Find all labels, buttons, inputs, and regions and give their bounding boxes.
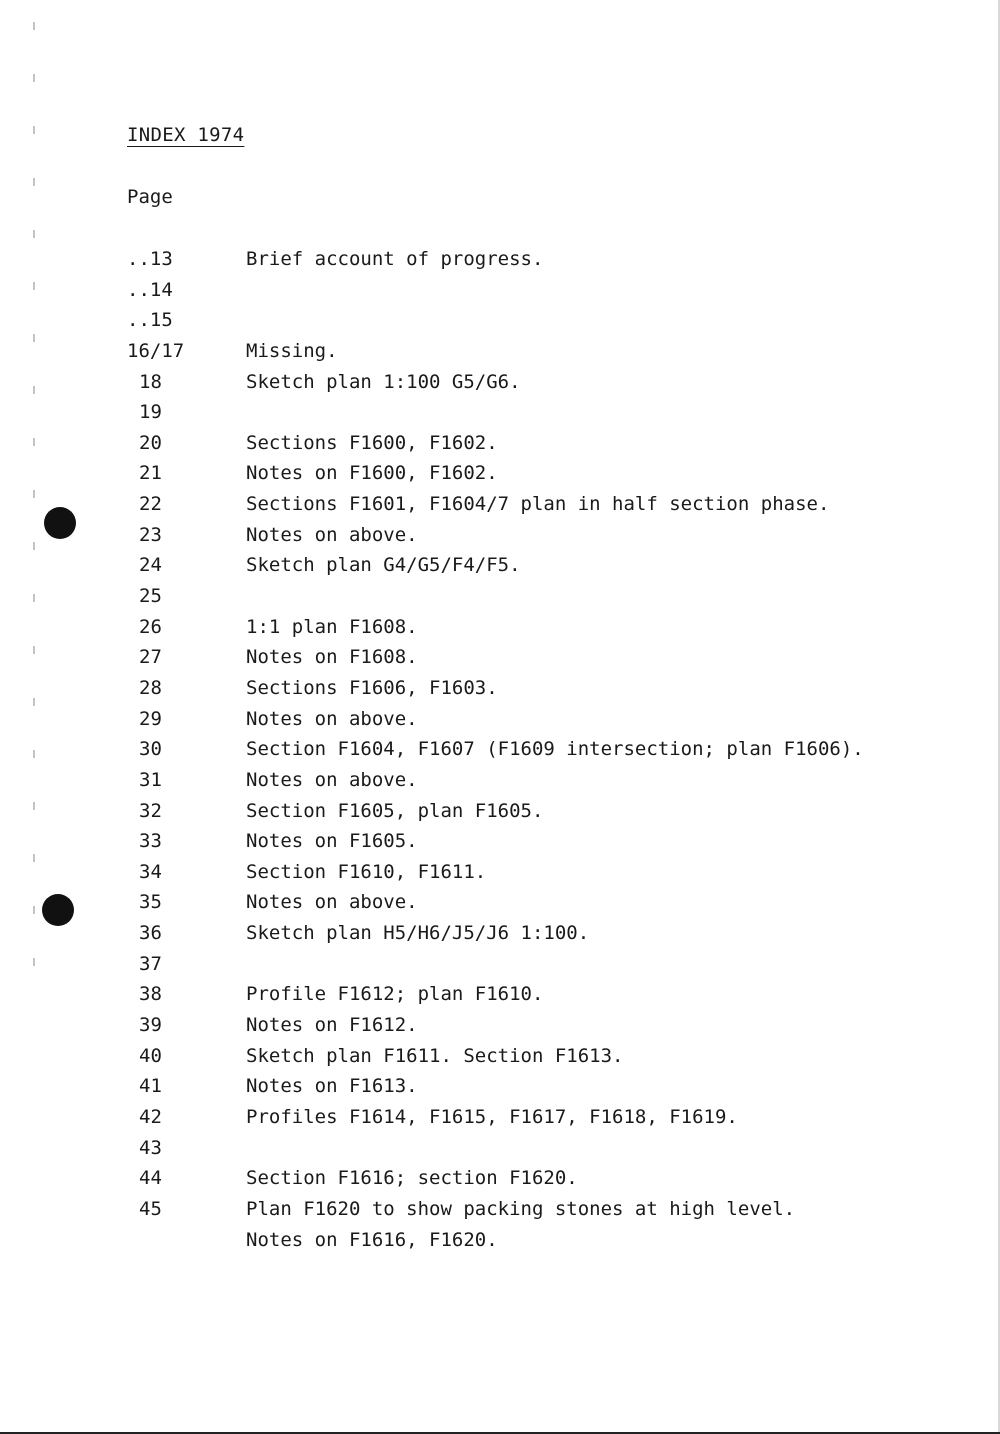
entry-page-number: 27 (139, 646, 162, 669)
entry-description: Profile F1612; plan F1610. (246, 983, 544, 1006)
index-entry (127, 798, 987, 829)
entry-description: Profiles F1614, F1615, F1617, F1618, F1619. (246, 1105, 738, 1128)
entry-page-number: 40 (139, 1044, 162, 1067)
entry-description: Notes on above. (246, 768, 418, 791)
index-entry (127, 920, 987, 951)
index-entry (127, 1196, 987, 1227)
entry-description: Notes on F1612. (246, 1014, 418, 1037)
index-entry (127, 583, 987, 614)
index-entry (127, 859, 987, 890)
entry-description: Section F1616; section F1620. (246, 1167, 578, 1190)
entry-description: Section F1605, plan F1605. (246, 799, 544, 822)
entry-page-number: 30 (139, 738, 162, 761)
entry-description: Section F1610, F1611. (246, 860, 487, 883)
margin-marks (33, 0, 35, 1000)
entry-page-number: 42 (139, 1105, 162, 1128)
entry-description: Plan F1620 to show packing stones at high level. (246, 1197, 796, 1220)
index-entry (127, 736, 987, 767)
index-entry (127, 889, 987, 920)
entry-page-number: 33 (139, 830, 162, 853)
entry-page-number: 25 (139, 585, 162, 608)
index-entry (127, 307, 987, 338)
entry-page-number: 29 (139, 707, 162, 730)
entry-page-number: 22 (139, 493, 162, 516)
entry-description: Notes on above. (246, 523, 418, 546)
index-entry (127, 369, 987, 400)
entry-page-number: ..15 (127, 309, 173, 332)
entry-description: Notes on F1605. (246, 830, 418, 853)
entry-description: Notes on F1616, F1620. (246, 1228, 498, 1251)
index-entries (127, 246, 987, 1257)
entry-page-number: 32 (139, 799, 162, 822)
entry-page-number: 38 (139, 983, 162, 1006)
index-entry (127, 981, 987, 1012)
entry-description: Notes on F1613. (246, 1075, 418, 1098)
entry-description: Notes on F1608. (246, 646, 418, 669)
entry-page-number: 31 (139, 768, 162, 791)
entry-description: Sections F1606, F1603. (246, 676, 498, 699)
index-entry (127, 1227, 987, 1258)
index-entry (127, 767, 987, 798)
punch-hole (44, 507, 76, 539)
entry-description: Notes on above. (246, 707, 418, 730)
entry-description: Brief account of progress. (246, 248, 544, 270)
entry-page-number: 41 (139, 1075, 162, 1098)
entry-page-number: 36 (139, 922, 162, 945)
entry-page-number: 20 (139, 431, 162, 454)
entry-page-number: 21 (139, 462, 162, 485)
index-entry (127, 552, 987, 583)
index-entry (127, 399, 987, 430)
entry-description: 1:1 plan F1608. (246, 615, 418, 638)
entry-page-number: 37 (139, 952, 162, 975)
entry-description: Notes on above. (246, 891, 418, 914)
index-entry (127, 1043, 987, 1074)
punch-hole (42, 894, 74, 926)
index-entry (127, 522, 987, 553)
index-entry (127, 338, 987, 369)
entry-page-number: 16/17 (127, 339, 185, 362)
entry-description: Sections F1601, F1604/7 plan in half section phase. (246, 493, 830, 516)
entry-description: Sketch plan G4/G5/F4/F5. (246, 554, 521, 577)
entry-page-number: 18 (139, 370, 162, 393)
index-entry (127, 246, 987, 277)
entry-description: Missing. (246, 339, 338, 362)
entry-page-number: 23 (139, 523, 162, 546)
entry-page-number: 26 (139, 615, 162, 638)
entry-page-number: 35 (139, 891, 162, 914)
entry-page-number: 19 (139, 401, 162, 424)
entry-page-number: 24 (139, 554, 162, 577)
index-entry (127, 491, 987, 522)
index-entry (127, 1073, 987, 1104)
index-entry (127, 1165, 987, 1196)
entry-page-number: 44 (139, 1167, 162, 1190)
index-entry (127, 828, 987, 859)
entry-description: Sections F1600, F1602. (246, 431, 498, 454)
entry-page-number: ..13 (127, 248, 173, 270)
entry-description: Sketch plan F1611. Section F1613. (246, 1044, 624, 1067)
page-column-heading: Page (127, 186, 173, 208)
entry-page-number: 34 (139, 860, 162, 883)
index-entry (127, 706, 987, 737)
index-entry (127, 430, 987, 461)
entry-description: Section F1604, F1607 (F1609 intersection; plan F1606). (246, 738, 864, 761)
entry-description: Sketch plan 1:100 G5/G6. (246, 370, 521, 393)
entry-page-number: 43 (139, 1136, 162, 1159)
entry-description: Notes on F1600, F1602. (246, 462, 498, 485)
entry-page-number: 28 (139, 676, 162, 699)
index-entry (127, 1135, 987, 1166)
index-entry (127, 1012, 987, 1043)
entry-page-number: 45 (139, 1197, 162, 1220)
index-entry (127, 277, 987, 308)
entry-description: Sketch plan H5/H6/J5/J6 1:100. (246, 922, 590, 945)
entry-page-number: 39 (139, 1014, 162, 1037)
entry-page-number: ..14 (127, 278, 173, 301)
index-entry (127, 675, 987, 706)
index-entry (127, 614, 987, 645)
index-entry (127, 460, 987, 491)
index-entry (127, 644, 987, 675)
index-entry (127, 1104, 987, 1135)
index-title: INDEX 1974 (127, 124, 245, 146)
index-entry (127, 951, 987, 982)
